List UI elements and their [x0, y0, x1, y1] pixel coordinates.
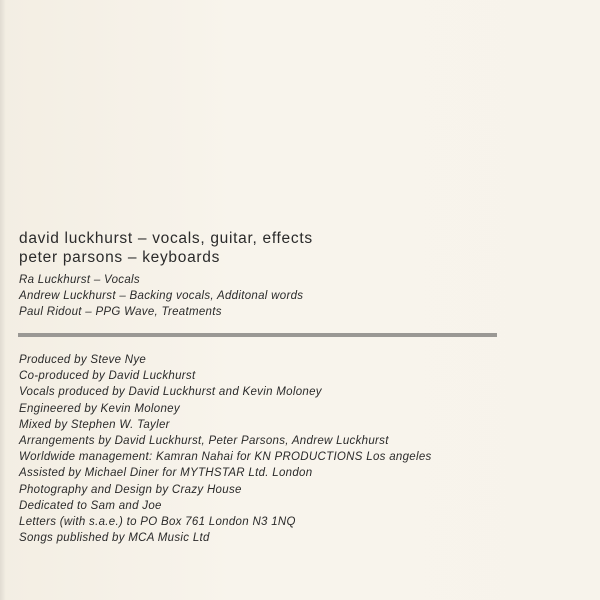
guest-line: Andrew Luckhurst – Backing vocals, Additonal words [19, 290, 304, 302]
credit-line: Assisted by Michael Diner for MYTHSTAR Ltd. London [19, 467, 313, 480]
band-members [19, 229, 313, 267]
credit-line: Engineered by Kevin Moloney [19, 402, 180, 415]
guest-line: Paul Ridout – PPG Wave, Treatments [19, 306, 222, 318]
credit-line: Dedicated to Sam and Joe [19, 499, 162, 512]
page-edge-shadow [0, 0, 6, 600]
credit-line: Mixed by Stephen W. Tayler [19, 418, 170, 431]
member-line: david luckhurst – vocals, guitar, effects [19, 230, 313, 247]
credit-line: Worldwide management: Kamran Nahai for KN PRODUCTIONS Los angeles [19, 451, 432, 464]
credit-line: Co-produced by David Luckhurst [19, 370, 196, 383]
member-line: peter parsons – keyboards [19, 249, 221, 266]
divider-rule [18, 333, 497, 337]
credit-line: Letters (with s.a.e.) to PO Box 761 London N3 1NQ [19, 516, 296, 529]
credit-line: Photography and Design by Crazy House [19, 483, 242, 496]
credit-line: Produced by Steve Nye [19, 354, 147, 366]
credit-line: Vocals produced by David Luckhurst and Kevin Moloney [19, 386, 322, 399]
credit-line: Arrangements by David Luckhurst, Peter Parsons, Andrew Luckhurst [19, 435, 389, 448]
production-credits [19, 352, 432, 546]
guest-musicians [19, 272, 303, 320]
guest-line: Ra Luckhurst – Vocals [19, 274, 140, 286]
credit-line: Songs published by MCA Music Ltd [19, 532, 210, 545]
